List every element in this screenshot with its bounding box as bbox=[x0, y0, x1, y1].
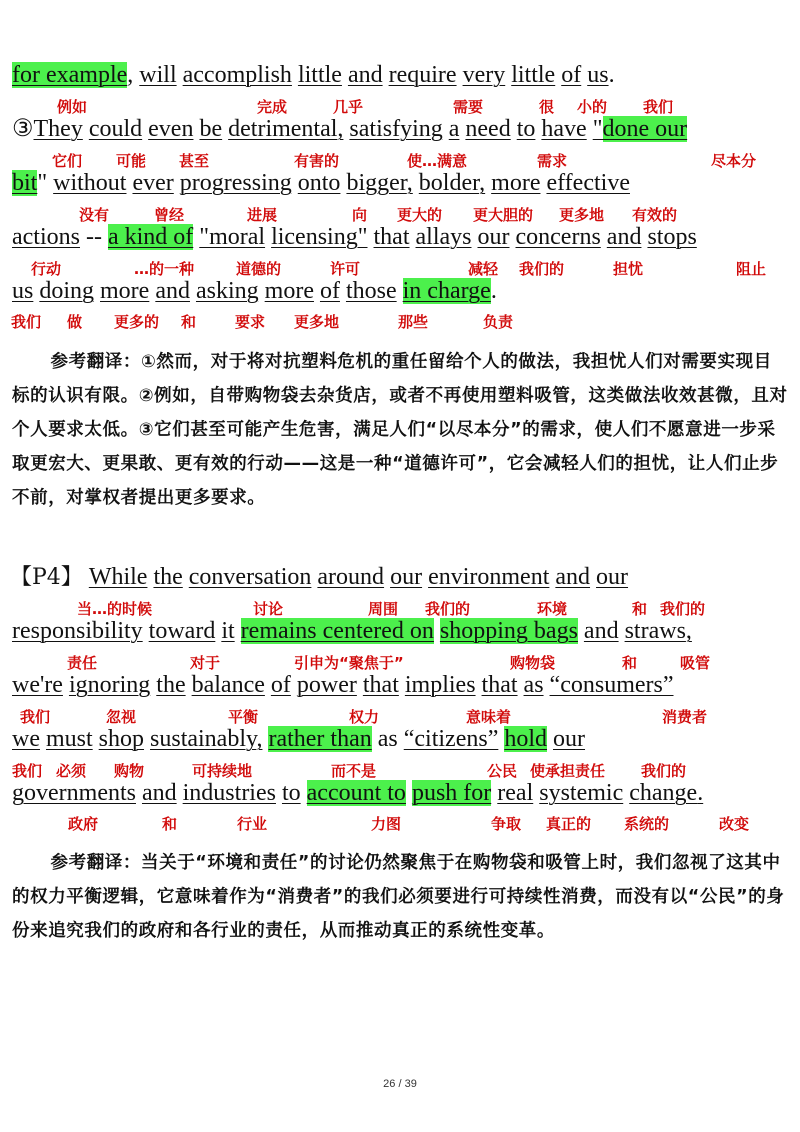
word: the bbox=[156, 672, 186, 698]
gloss: 减轻 bbox=[468, 260, 499, 278]
word: implies bbox=[404, 672, 476, 698]
gloss-line bbox=[0, 258, 800, 280]
gloss: 忽视 bbox=[106, 708, 137, 726]
phrase: account to bbox=[306, 780, 406, 806]
gloss: 我们 bbox=[20, 708, 51, 726]
word: very bbox=[462, 62, 506, 88]
gloss: 对于 bbox=[190, 654, 221, 672]
punct: , bbox=[406, 170, 413, 196]
gloss: 更大的 bbox=[397, 206, 443, 224]
word: our bbox=[553, 726, 586, 752]
word: little bbox=[511, 62, 556, 88]
word: will bbox=[139, 62, 177, 88]
gloss: 系统的 bbox=[624, 815, 670, 833]
gloss: 环境 bbox=[537, 600, 568, 618]
gloss: 曾经 bbox=[154, 206, 185, 224]
word: we're bbox=[12, 672, 63, 698]
word: change bbox=[629, 780, 698, 806]
gloss: 例如 bbox=[57, 98, 88, 116]
gloss: 使承担责任 bbox=[530, 762, 606, 780]
word: even bbox=[148, 116, 194, 142]
phrase: bit bbox=[12, 170, 38, 196]
word: the bbox=[153, 564, 183, 590]
word: our bbox=[596, 564, 629, 590]
word: around bbox=[317, 564, 385, 590]
gloss: 负责 bbox=[483, 313, 514, 331]
gloss-line bbox=[0, 204, 800, 226]
word: it bbox=[221, 618, 235, 644]
word: a bbox=[448, 116, 460, 142]
quote: " bbox=[592, 116, 603, 142]
word: those bbox=[345, 278, 397, 304]
gloss: 周围 bbox=[368, 600, 399, 618]
english-line bbox=[12, 618, 692, 644]
phrase: rather than bbox=[268, 726, 372, 752]
word: and bbox=[347, 62, 383, 88]
reference-translation: 参考翻译：当关于“环境和责任”的讨论仍然聚焦于在购物袋和吸管上时，我们忽视了这其中的权力平衡逻辑，它意味着作为“消费者”的我们必须要进行可持续性消费，而没有以“公民”的身份来追究我们的政府和各行业的责任，从而推动真正的系统性变革。 bbox=[12, 853, 785, 941]
gloss: 更多地 bbox=[294, 313, 340, 331]
gloss-line bbox=[0, 706, 800, 728]
word: They bbox=[33, 116, 83, 142]
gloss: 我们的 bbox=[519, 260, 565, 278]
gloss: 我们 bbox=[643, 98, 674, 116]
word: conversation bbox=[188, 564, 312, 590]
gloss-line bbox=[0, 652, 800, 674]
gloss: 力图 bbox=[371, 815, 402, 833]
gloss: 我们 bbox=[11, 313, 42, 331]
english-line bbox=[12, 780, 703, 806]
punct: , bbox=[479, 170, 486, 196]
word: ever bbox=[132, 170, 174, 196]
paragraph-label: 【P4】 bbox=[10, 565, 83, 590]
english-line bbox=[12, 224, 697, 250]
quote: " bbox=[37, 170, 48, 196]
english-line bbox=[12, 116, 687, 142]
word: more bbox=[264, 278, 314, 304]
phrase: push for bbox=[411, 780, 492, 806]
english-line bbox=[12, 170, 630, 196]
word: be bbox=[199, 116, 223, 142]
reference-translation: 参考翻译：①然而，对于将对抗塑料危机的重任留给个人的做法，我担忧人们对需要实现目标的认识有限。②例如，自带购物袋去杂货店，或者不再使用塑料吸管，这类做法收效甚微，且对个人要求太低。③它们甚至可能产生危害，满足人们“以尽本分”的需求，使人们不愿意进一步采取更宏大、更果敢、更有效的行动——这是一种“道德许可”，它会减轻人们的担忧，让人们止步不前，对掌权者提出更多要求。 bbox=[12, 352, 788, 508]
gloss: 更多地 bbox=[559, 206, 605, 224]
english-line bbox=[12, 726, 585, 752]
gloss: 可持续地 bbox=[192, 762, 253, 780]
word: little bbox=[297, 62, 342, 88]
word: concerns bbox=[515, 224, 601, 250]
gloss: 当…的时候 bbox=[77, 600, 153, 618]
word: industries bbox=[182, 780, 276, 806]
gloss: 和 bbox=[181, 313, 197, 331]
punct: , bbox=[337, 116, 344, 142]
word: effective bbox=[546, 170, 630, 196]
gloss: 那些 bbox=[398, 313, 429, 331]
word: "moral bbox=[199, 224, 266, 250]
english-line bbox=[12, 62, 615, 88]
gloss: 意味着 bbox=[466, 708, 512, 726]
word: allays bbox=[415, 224, 472, 250]
gloss: 必须 bbox=[56, 762, 87, 780]
word: actions bbox=[12, 224, 80, 250]
word: power bbox=[296, 672, 357, 698]
punct: , bbox=[127, 62, 134, 88]
dash: -- bbox=[85, 224, 102, 250]
word: our bbox=[390, 564, 423, 590]
gloss: 尽本分 bbox=[711, 152, 757, 170]
gloss: 几乎 bbox=[333, 98, 364, 116]
phrase: remains centered on bbox=[240, 618, 434, 644]
gloss: 使…满意 bbox=[407, 152, 468, 170]
punct: , bbox=[256, 726, 263, 752]
gloss: 平衡 bbox=[228, 708, 259, 726]
gloss: 和 bbox=[162, 815, 178, 833]
word: sustainably bbox=[150, 726, 257, 752]
word: and bbox=[155, 278, 190, 304]
gloss: 消费者 bbox=[662, 708, 708, 726]
punct: . bbox=[608, 62, 615, 88]
word: shop bbox=[98, 726, 145, 752]
gloss: 它们 bbox=[52, 152, 83, 170]
gloss: 行业 bbox=[237, 815, 268, 833]
gloss-line bbox=[0, 311, 800, 333]
gloss: 许可 bbox=[330, 260, 361, 278]
gloss: …的一种 bbox=[134, 260, 195, 278]
phrase: shopping bags bbox=[439, 618, 578, 644]
word: detrimental bbox=[228, 116, 338, 142]
english-line bbox=[10, 564, 628, 591]
word: real bbox=[497, 780, 534, 806]
gloss: 道德的 bbox=[236, 260, 282, 278]
word: While bbox=[88, 564, 148, 590]
word: us bbox=[587, 62, 609, 88]
english-line bbox=[12, 278, 497, 304]
gloss: 需求 bbox=[537, 152, 568, 170]
word: could bbox=[88, 116, 143, 142]
word: without bbox=[53, 170, 127, 196]
word: and bbox=[141, 780, 177, 806]
word: responsibility bbox=[12, 618, 143, 644]
gloss-line bbox=[0, 813, 800, 835]
gloss: 小的 bbox=[577, 98, 608, 116]
gloss: 可能 bbox=[116, 152, 147, 170]
word: of bbox=[319, 278, 340, 304]
gloss-line bbox=[0, 598, 800, 620]
gloss: 而不是 bbox=[331, 762, 377, 780]
gloss: 公民 bbox=[487, 762, 518, 780]
gloss: 引申为“聚焦于” bbox=[294, 654, 404, 672]
word: require bbox=[388, 62, 457, 88]
word: that bbox=[373, 224, 410, 250]
word: we bbox=[12, 726, 40, 752]
word: more bbox=[100, 278, 150, 304]
word: environment bbox=[428, 564, 550, 590]
punct: , bbox=[685, 618, 692, 644]
word: accomplish bbox=[182, 62, 292, 88]
gloss: 我们的 bbox=[425, 600, 471, 618]
word: ignoring bbox=[68, 672, 151, 698]
word: systemic bbox=[539, 780, 624, 806]
word: onto bbox=[297, 170, 341, 196]
word: to bbox=[281, 780, 301, 806]
gloss: 和 bbox=[632, 600, 648, 618]
gloss: 向 bbox=[352, 206, 368, 224]
gloss: 真正的 bbox=[546, 815, 592, 833]
gloss: 需要 bbox=[453, 98, 484, 116]
word: balance bbox=[191, 672, 265, 698]
word: our bbox=[477, 224, 510, 250]
phrase: a kind of bbox=[107, 224, 194, 250]
gloss: 责任 bbox=[67, 654, 98, 672]
punct: . bbox=[697, 780, 704, 806]
word: need bbox=[465, 116, 511, 142]
word: of bbox=[561, 62, 582, 88]
gloss: 政府 bbox=[68, 815, 99, 833]
gloss: 行动 bbox=[31, 260, 62, 278]
gloss: 吸管 bbox=[680, 654, 711, 672]
word: and bbox=[583, 618, 619, 644]
word: that bbox=[481, 672, 518, 698]
gloss: 进展 bbox=[247, 206, 278, 224]
gloss: 我们 bbox=[12, 762, 43, 780]
gloss: 和 bbox=[622, 654, 638, 672]
gloss: 阻止 bbox=[736, 260, 767, 278]
gloss-line bbox=[0, 96, 800, 118]
word: “citizens” bbox=[403, 726, 499, 752]
gloss: 有效的 bbox=[632, 206, 678, 224]
gloss: 讨论 bbox=[253, 600, 284, 618]
word: licensing" bbox=[271, 224, 368, 250]
gloss: 有害的 bbox=[294, 152, 340, 170]
word: and bbox=[555, 564, 591, 590]
word: stops bbox=[647, 224, 697, 250]
word: more bbox=[491, 170, 541, 196]
gloss-line bbox=[0, 760, 800, 782]
gloss: 更大胆的 bbox=[473, 206, 534, 224]
gloss: 购物 bbox=[114, 762, 145, 780]
gloss: 我们的 bbox=[641, 762, 687, 780]
gloss: 更多的 bbox=[114, 313, 160, 331]
gloss: 要求 bbox=[235, 313, 266, 331]
word: straws bbox=[624, 618, 686, 644]
phrase: in charge bbox=[402, 278, 491, 304]
word: satisfying bbox=[349, 116, 443, 142]
word: that bbox=[362, 672, 399, 698]
word: of bbox=[270, 672, 291, 698]
word: must bbox=[45, 726, 93, 752]
phrase: done our bbox=[602, 116, 688, 142]
word: asking bbox=[195, 278, 259, 304]
gloss: 很 bbox=[539, 98, 555, 116]
gloss: 改变 bbox=[719, 815, 750, 833]
phrase: hold bbox=[504, 726, 548, 752]
word: as bbox=[523, 672, 544, 698]
gloss: 没有 bbox=[79, 206, 110, 224]
gloss: 权力 bbox=[349, 708, 380, 726]
word: and bbox=[606, 224, 642, 250]
gloss: 做 bbox=[67, 313, 83, 331]
punct: . bbox=[490, 278, 497, 304]
word: to bbox=[516, 116, 536, 142]
word: have bbox=[541, 116, 587, 142]
gloss: 完成 bbox=[257, 98, 288, 116]
word: as bbox=[377, 726, 398, 752]
gloss-line bbox=[0, 150, 800, 172]
word: us bbox=[12, 278, 34, 304]
gloss: 担忧 bbox=[613, 260, 644, 278]
page-number: 26 / 39 bbox=[383, 1078, 417, 1090]
word: bigger bbox=[346, 170, 407, 196]
english-line bbox=[12, 672, 674, 698]
word: “consumers” bbox=[549, 672, 674, 698]
gloss: 争取 bbox=[491, 815, 522, 833]
word: bolder bbox=[418, 170, 480, 196]
word: progressing bbox=[179, 170, 292, 196]
word: toward bbox=[148, 618, 216, 644]
sentence-number: ③ bbox=[12, 116, 34, 142]
phrase: for example bbox=[12, 62, 128, 88]
word: governments bbox=[12, 780, 136, 806]
word: doing bbox=[39, 278, 95, 304]
gloss: 我们的 bbox=[660, 600, 706, 618]
gloss: 甚至 bbox=[179, 152, 210, 170]
gloss: 购物袋 bbox=[510, 654, 556, 672]
